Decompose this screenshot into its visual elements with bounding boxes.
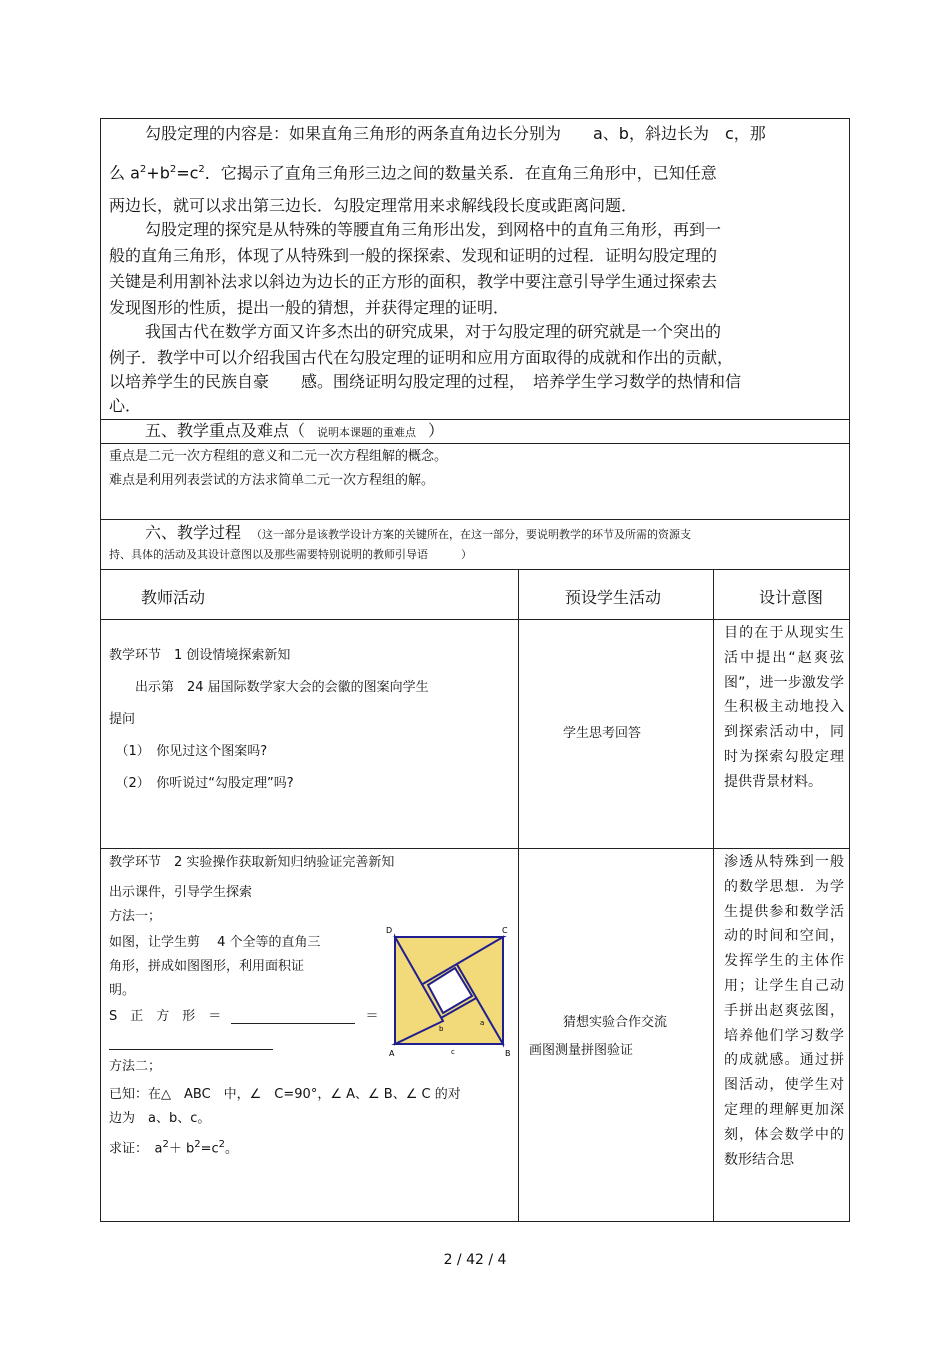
method1-label: 方法一； [109,909,162,924]
divider [101,443,849,444]
label-D: D [386,926,393,935]
column-divider [518,569,519,1221]
given-line: 已知：在△ ABC 中，∠ C=90°，∠ A、∠ B、∠ C 的对 [109,1087,461,1102]
difficult-point: 难点是利用列表尝试的方法求简单二元一次方程组的解。 [109,473,435,488]
page-number: 2 / 42 / 4 [443,1252,507,1268]
label-B: B [505,1049,511,1058]
row1-teacher-line: （2） 你听说过“勾股定理”吗? [109,776,294,791]
method1-text: 如图，让学生剪 4 个全等的直角三 [109,935,321,950]
intro-line: 勾股定理的探究是从特殊的等腰直角三角形出发，到网格中的直角三角形，再到一 [145,220,722,239]
header-student: 预设学生活动 [565,588,662,607]
row2-teacher-line: 出示课件，引导学生探索 [109,885,253,900]
intro-line: 般的直角三角形，体现了从特殊到一般的探探索、发现和证明的过程．证明勾股定理的 [109,246,718,265]
prove-line: 求证： $a^2+ b^2=c^2$。 [109,1139,239,1157]
answer-blank[interactable] [109,1049,273,1050]
intro-line: 以培养学生的民族自豪 感。围绕证明勾股定理的过程， 培养学生学习数学的热情和信 [109,372,742,391]
row2-intent: 渗透从特殊到一般的数学思想．为学生提供参和数学活动的时间和空间，发挥学生的主体作用；让学生自己动手拼出赵爽弦图，培养他们学习数学的成就感。通过拼图活动，使学生对定理的理解更加深刻，体会数学中的数形结合思 [724,854,844,1168]
method2-label: 方法二； [109,1059,162,1074]
intro-line: 发现图形的性质，提出一般的猜想，并获得定理的证明． [109,298,510,317]
page-frame [100,118,850,1222]
given-line: 边为 a、b、c。 [109,1111,211,1126]
header-teacher: 教师活动 [141,588,206,607]
header-intent: 设计意图 [759,588,824,607]
row1-teacher-line: 提问 [109,712,136,727]
method1-text: 明。 [109,983,136,998]
label-b: b [439,1025,444,1033]
section6-heading: 六、教学过程 （这一部分是该教学设计方案的关键所在，在这一部分，要说明教学的环节及所需的资源支 [145,523,692,542]
divider [101,619,849,620]
row1-student: 学生思考回答 [563,726,642,741]
intro-line: 关键是利用割补法求以斜边为边长的正方形的面积，教学中要注意引导学生通过探索去 [109,272,718,291]
row1-teacher-line: （1） 你见过这个图案吗? [109,744,268,759]
divider [101,569,849,570]
key-point: 重点是二元一次方程组的意义和二元一次方程组解的概念。 [109,449,448,464]
label-C: C [502,926,508,935]
label-A: A [389,1049,395,1058]
method1-text: 角形，拼成如图图形，利用面积证 [109,959,305,974]
intro-line-formula: 么 $a^2+b^2=c^2$．它揭示了直角三角形三边之间的数量关系．在直角三角形中，已知任意 [109,163,717,183]
label-a: a [480,1019,485,1027]
intro-line: 例子．教学中可以介绍我国古代在勾股定理的证明和应用方面取得的成就和作出的贡献， [109,348,734,367]
section5-heading: 五、教学重点及难点（ 说明本课题的重难点 ） [145,421,445,440]
column-divider [713,569,714,1221]
row2-student: 画图测量拼图验证 [529,1043,634,1058]
row2-teacher-line: 教学环节 2 实验操作获取新知归纳验证完善新知 [109,855,395,870]
section6-note: 持、具体的活动及其设计意图以及那些需要特别说明的教师引导语 ） [109,548,472,561]
label-c: c [451,1048,455,1056]
intro-line: 两边长，就可以求出第三边长．勾股定理常用来求解线段长度或距离问题． [109,196,638,215]
answer-blank[interactable] [231,1009,355,1024]
row1-teacher-line: 出示第 24 届国际数学家大会的会徽的图案向学生 [109,680,429,695]
area-formula: S 正 方 形 ＝ ＝ [109,1009,379,1024]
row1-teacher-line: 教学环节 1 创设情境探索新知 [109,648,291,663]
zhao-shuang-diagram [385,923,513,1061]
row1-intent: 目的在于从现实生活中提出“赵爽弦图”，进一步激发学生积极主动地投入到探索活动中，同时为探索勾股定理提供背景材料。 [724,625,844,790]
intro-line: 我国古代在数学方面又许多杰出的研究成果，对于勾股定理的研究就是一个突出的 [145,322,722,341]
divider [101,519,849,520]
intro-line: 勾股定理的内容是：如果直角三角形的两条直角边长分别为 a、b，斜边长为 c，那 [145,124,766,143]
intro-line: 心． [109,396,142,415]
row2-student: 猜想实验合作交流 [563,1015,668,1030]
